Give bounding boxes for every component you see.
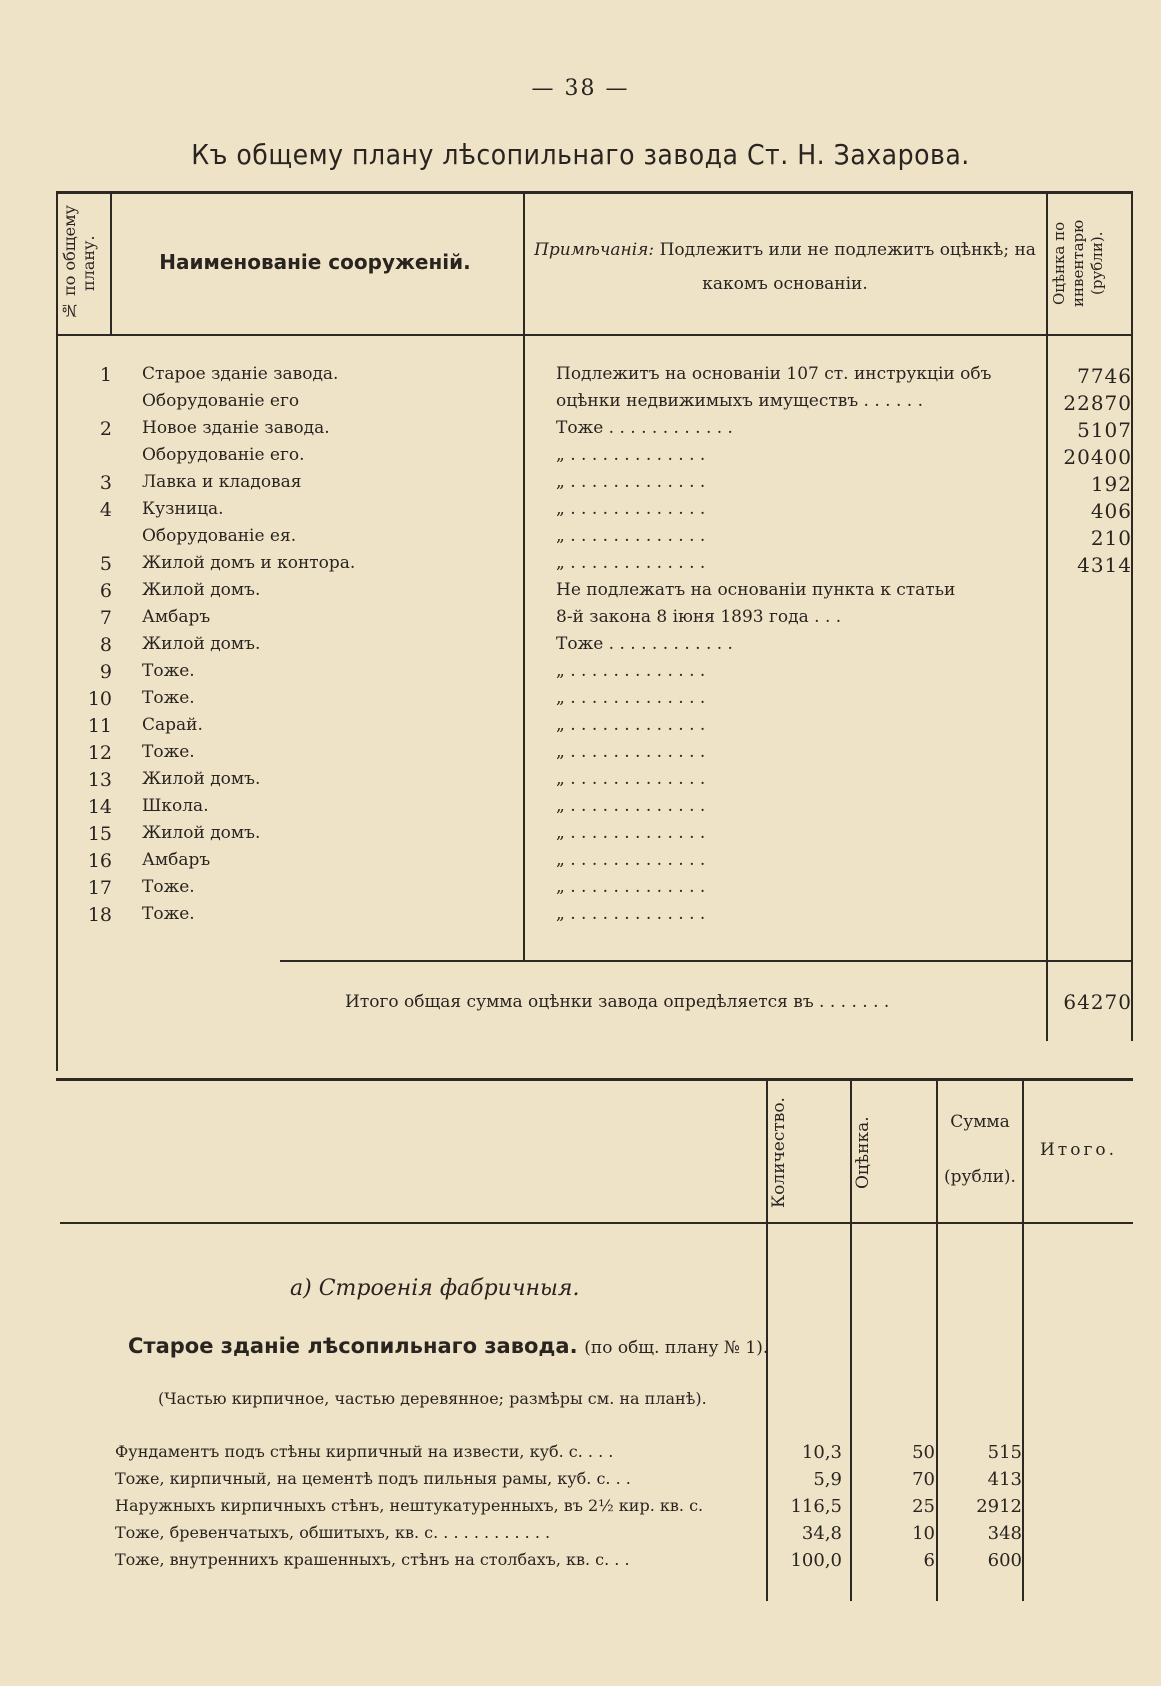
row-inventory-value	[1040, 634, 1132, 661]
item-quantity: 100,0	[790, 1550, 842, 1571]
row-note: 8-й закона 8 іюня 1893 года . . .	[556, 607, 842, 627]
table2-header-bottom-border	[60, 1222, 1133, 1224]
row-plan-number	[60, 391, 112, 418]
row-note: „ . . . . . . . . . . . . .	[556, 823, 706, 843]
row-structure-name: Оборудованіе его.	[142, 445, 305, 465]
row-plan-number: 18	[87, 904, 112, 926]
table2-col-divider-2	[850, 1081, 852, 1601]
table1-header-bottom-border	[56, 334, 1133, 336]
section-title: а) Строенія фабричныя.	[290, 1276, 580, 1301]
row-note: „ . . . . . . . . . . . . .	[556, 715, 706, 735]
row-inventory-value	[1040, 742, 1132, 769]
item-quantity: 34,8	[801, 1523, 842, 1544]
row-plan-number: 9	[99, 661, 112, 683]
page-title: Къ общему плану лѣсопильнаго завода Ст. Н. Захарова.	[191, 138, 970, 171]
row-inventory-value: 192	[1090, 472, 1132, 496]
item-sum: 348	[987, 1523, 1022, 1544]
row-note: „ . . . . . . . . . . . . .	[556, 661, 706, 681]
row-structure-name: Тоже.	[142, 877, 195, 897]
row-structure-name: Оборудованіе ея.	[142, 526, 297, 546]
item-rate: 70	[912, 1469, 935, 1490]
row-note: „ . . . . . . . . . . . . .	[556, 850, 706, 870]
header-structure-name: Наименованіе сооруженій.	[159, 250, 471, 274]
item-description: Тоже, внутреннихъ крашенныхъ, стѣнъ на столбахъ, кв. с. . .	[115, 1550, 630, 1569]
item-description: Фундаментъ подъ стѣны кирпичный на извести, куб. с. . . .	[115, 1442, 614, 1461]
total-value: 64270	[1063, 990, 1132, 1014]
item-sum: 515	[987, 1442, 1022, 1463]
row-structure-name: Школа.	[142, 796, 209, 816]
row-inventory-value: 4314	[1077, 553, 1132, 577]
row-inventory-value	[1040, 715, 1132, 742]
row-inventory-value: 22870	[1063, 391, 1132, 415]
item-sum: 413	[987, 1469, 1022, 1490]
row-note: „ . . . . . . . . . . . . .	[556, 904, 706, 924]
item-quantity: 5,9	[813, 1469, 842, 1490]
row-note: „ . . . . . . . . . . . . .	[556, 445, 706, 465]
row-note: „ . . . . . . . . . . . . .	[556, 688, 706, 708]
row-note: „ . . . . . . . . . . . . .	[556, 472, 706, 492]
table1-bottom-border	[56, 1078, 1133, 1081]
row-structure-name: Оборудованіе его	[142, 391, 300, 411]
table1-col-divider-2	[523, 191, 525, 961]
row-inventory-value: 210	[1090, 526, 1132, 550]
row-structure-name: Тоже.	[142, 661, 195, 681]
row-structure-name: Амбаръ	[142, 607, 211, 627]
header-sum-bottom: (рубли).	[944, 1167, 1016, 1187]
header-inventory-value: Оцѣнка по инвентарю (рубли).	[1050, 219, 1106, 307]
row-structure-name: Лавка и кладовая	[142, 472, 302, 492]
row-note: „ . . . . . . . . . . . . .	[556, 877, 706, 897]
header-plan-number: № по общему плану.	[60, 205, 98, 321]
row-structure-name: Амбаръ	[142, 850, 211, 870]
row-structure-name: Старое зданіе завода.	[142, 364, 339, 384]
row-inventory-value: 5107	[1077, 418, 1132, 442]
row-plan-number: 17	[87, 877, 112, 899]
row-plan-number: 8	[99, 634, 112, 656]
row-inventory-value	[1040, 769, 1132, 796]
row-plan-number: 10	[87, 688, 112, 710]
row-inventory-value	[1040, 607, 1132, 634]
total-label: Итого общая сумма оцѣнки завода опредѣляется въ . . . . . . .	[345, 992, 890, 1012]
header-notes	[530, 233, 1040, 301]
row-inventory-value	[1040, 823, 1132, 850]
building-subtitle: (Частью кирпичное, частью деревянное; размѣры см. на планѣ).	[158, 1389, 707, 1408]
building-title	[128, 1334, 768, 1358]
page-number: — 38 —	[531, 76, 630, 101]
row-note: Подлежитъ на основаніи 107 ст. инструкціи объ	[556, 364, 992, 384]
row-plan-number: 6	[99, 580, 112, 602]
row-plan-number: 13	[87, 769, 112, 791]
table2-col-divider-3	[936, 1081, 938, 1601]
row-plan-number: 14	[87, 796, 112, 818]
item-description: Тоже, бревенчатыхъ, обшитыхъ, кв. с. . . . . . . . . . . .	[115, 1523, 551, 1542]
row-plan-number: 11	[87, 715, 112, 737]
row-note: „ . . . . . . . . . . . . .	[556, 526, 706, 546]
item-sum: 2912	[976, 1496, 1022, 1517]
header-notes-label: Примѣчанія:	[534, 240, 655, 260]
row-structure-name: Тоже.	[142, 742, 195, 762]
row-inventory-value	[1040, 850, 1132, 877]
header-sum-top: Сумма	[950, 1112, 1010, 1132]
row-plan-number	[60, 526, 112, 553]
row-inventory-value	[1040, 580, 1132, 607]
row-inventory-value	[1040, 904, 1132, 931]
table1-left-border	[56, 191, 58, 1071]
row-structure-name: Сарай.	[142, 715, 203, 735]
row-note: Не подлежатъ на основаніи пункта к статьи	[556, 580, 956, 600]
row-note: „ . . . . . . . . . . . . .	[556, 769, 706, 789]
item-sum: 600	[987, 1550, 1022, 1571]
row-note: „ . . . . . . . . . . . . .	[556, 553, 706, 573]
row-structure-name: Тоже.	[142, 688, 195, 708]
row-inventory-value	[1040, 877, 1132, 904]
row-plan-number: 1	[99, 364, 112, 386]
item-description: Наружныхъ кирпичныхъ стѣнъ, нештукатуренныхъ, въ 2½ кир. кв. с.	[115, 1496, 704, 1515]
row-inventory-value	[1040, 688, 1132, 715]
table1-total-top-border	[280, 960, 1133, 962]
row-plan-number: 12	[87, 742, 112, 764]
row-structure-name: Жилой домъ.	[142, 823, 261, 843]
header-quantity: Количество.	[769, 1097, 789, 1209]
row-inventory-value	[1040, 796, 1132, 823]
row-plan-number: 4	[99, 499, 112, 521]
header-total: Итого.	[1039, 1140, 1117, 1160]
row-structure-name: Жилой домъ.	[142, 769, 261, 789]
building-title-ref: (по общ. плану № 1).	[584, 1338, 769, 1358]
row-note: Тоже . . . . . . . . . . . .	[556, 418, 733, 438]
row-inventory-value: 20400	[1063, 445, 1132, 469]
row-plan-number: 2	[99, 418, 112, 440]
item-description: Тоже, кирпичный, на цементѣ подъ пильныя рамы, куб. с. . .	[115, 1469, 631, 1488]
row-structure-name: Тоже.	[142, 904, 195, 924]
table1-top-border	[56, 191, 1133, 194]
row-note: „ . . . . . . . . . . . . .	[556, 742, 706, 762]
row-plan-number	[60, 445, 112, 472]
item-rate: 25	[912, 1496, 935, 1517]
item-rate: 10	[912, 1523, 935, 1544]
row-note: оцѣнки недвижимыхъ имуществъ . . . . . .	[556, 391, 923, 411]
row-note: „ . . . . . . . . . . . . .	[556, 796, 706, 816]
row-plan-number: 15	[87, 823, 112, 845]
item-quantity: 116,5	[790, 1496, 842, 1517]
header-notes-text: Подлежитъ или не подлежитъ оцѣнкѣ; на какомъ основаніи.	[659, 240, 1036, 294]
row-structure-name: Кузница.	[142, 499, 224, 519]
row-inventory-value	[1040, 661, 1132, 688]
row-structure-name: Жилой домъ.	[142, 634, 261, 654]
item-quantity: 10,3	[801, 1442, 842, 1463]
row-plan-number: 5	[99, 553, 112, 575]
row-inventory-value: 7746	[1077, 364, 1132, 388]
header-rate: Оцѣнка.	[853, 1116, 873, 1190]
row-structure-name: Жилой домъ.	[142, 580, 261, 600]
row-plan-number: 3	[99, 472, 112, 494]
row-inventory-value: 406	[1090, 499, 1132, 523]
building-title-name: Старое зданіе лѣсопильнаго завода.	[128, 1334, 578, 1358]
row-structure-name: Жилой домъ и контора.	[142, 553, 356, 573]
row-plan-number: 7	[99, 607, 112, 629]
row-note: Тоже . . . . . . . . . . . .	[556, 634, 733, 654]
item-rate: 50	[912, 1442, 935, 1463]
row-note: „ . . . . . . . . . . . . .	[556, 499, 706, 519]
row-structure-name: Новое зданіе завода.	[142, 418, 330, 438]
item-rate: 6	[923, 1550, 935, 1571]
row-plan-number: 16	[87, 850, 112, 872]
